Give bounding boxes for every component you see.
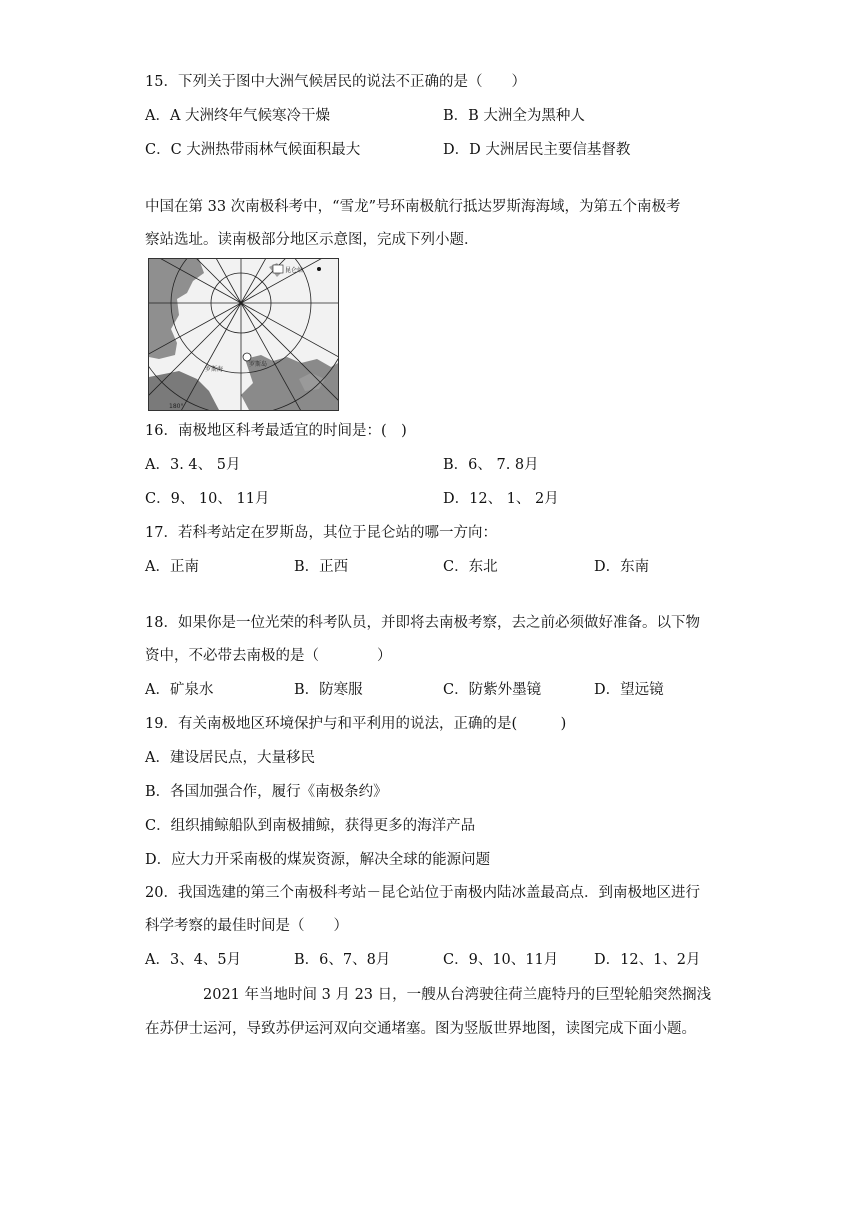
q18-option-a[interactable]: A．矿泉水: [145, 682, 214, 698]
q16-option-b[interactable]: B．6、 7. 8月: [443, 457, 539, 473]
q19-option-c[interactable]: C．组织捕鲸船队到南极捕鲸，获得更多的海洋产品: [145, 818, 476, 834]
q18-option-b[interactable]: B．防寒服: [294, 682, 363, 698]
passage-suez-line2: 在苏伊士运河，导致苏伊运河双向交通堵塞。图为竖版世界地图，读图完成下面小题。: [145, 1021, 696, 1037]
q16-option-d[interactable]: D．12、 1、 2月: [443, 491, 559, 507]
q18-stem-line1: 18．如果你是一位光荣的科考队员，并即将去南极考察，去之前必须做好准备。以下物: [145, 615, 700, 631]
q19-option-a[interactable]: A．建设居民点，大量移民: [145, 750, 315, 766]
q15-option-d[interactable]: D．D 大洲居民主要信基督教: [443, 142, 631, 158]
q17-option-a[interactable]: A．正南: [145, 559, 199, 575]
q16-stem: 16．南极地区科考最适宜的时间是：( ): [145, 423, 407, 439]
q20-option-a[interactable]: A．3、4、5月: [145, 952, 242, 968]
q20-option-c[interactable]: C．9、10、11月: [443, 952, 559, 968]
q17-option-b[interactable]: B．正西: [294, 559, 349, 575]
q19-option-b[interactable]: B．各国加强合作，履行《南极条约》: [145, 784, 388, 800]
q16-option-a[interactable]: A．3. 4、 5月: [145, 457, 241, 473]
q20-stem-line2: 科学考察的最佳时间是（ ）: [145, 918, 348, 934]
passage-antarctic-line2: 察站选址。读南极部分地区示意图，完成下列小题．: [145, 232, 479, 248]
q20-option-b[interactable]: B．6、7、8月: [294, 952, 391, 968]
q17-option-d[interactable]: D．东南: [594, 559, 650, 575]
antarctic-map: [148, 258, 339, 411]
q15-stem: 15．下列关于图中大洲气候居民的说法不正确的是（ ）: [145, 74, 526, 90]
q18-option-c[interactable]: C．防紫外墨镜: [443, 682, 542, 698]
q15-option-a[interactable]: A．A 大洲终年气候寒冷干燥: [145, 108, 331, 124]
map-label-ross-island: 罗斯岛: [249, 361, 268, 368]
q15-option-c[interactable]: C．C 大洲热带雨林气候面积最大: [145, 142, 361, 158]
q15-option-b[interactable]: B．B 大洲全为黑种人: [443, 108, 585, 124]
map-label-180: 180°: [169, 403, 184, 410]
q18-option-d[interactable]: D．望远镜: [594, 682, 664, 698]
map-label-ross-sea: 罗斯海: [205, 366, 224, 373]
q17-option-c[interactable]: C．东北: [443, 559, 498, 575]
kunlun-station-dot: [317, 267, 321, 271]
q20-option-d[interactable]: D．12、1、2月: [594, 952, 701, 968]
q17-stem: 17．若科考站定在罗斯岛，其位于昆仑站的哪一方向：: [145, 525, 497, 541]
antarctic-map-svg: [149, 259, 338, 410]
map-label-station: 昆仑站: [285, 267, 304, 274]
q20-stem-line1: 20．我国选建的第三个南极科考站－昆仑站位于南极内陆冰盖最高点．到南极地区进行: [145, 885, 700, 901]
passage-suez-line1: 2021 年当地时间 3 月 23 日，一艘从台湾驶往荷兰鹿特丹的巨型轮船突然搁浅: [203, 987, 712, 1003]
q19-stem: 19．有关南极地区环境保护与和平利用的说法，正确的是( ): [145, 716, 567, 732]
q16-option-c[interactable]: C．9、 10、 11月: [145, 491, 270, 507]
passage-antarctic-line1: 中国在第 33 次南极科考中，“雪龙”号环南极航行抵达罗斯海海域，为第五个南极考: [145, 199, 681, 215]
ross-island-marker: [243, 353, 251, 361]
q18-stem-line2: 资中，不必带去南极的是（ ）: [145, 648, 392, 664]
q19-option-d[interactable]: D．应大力开采南极的煤炭资源，解决全球的能源问题: [145, 852, 491, 868]
